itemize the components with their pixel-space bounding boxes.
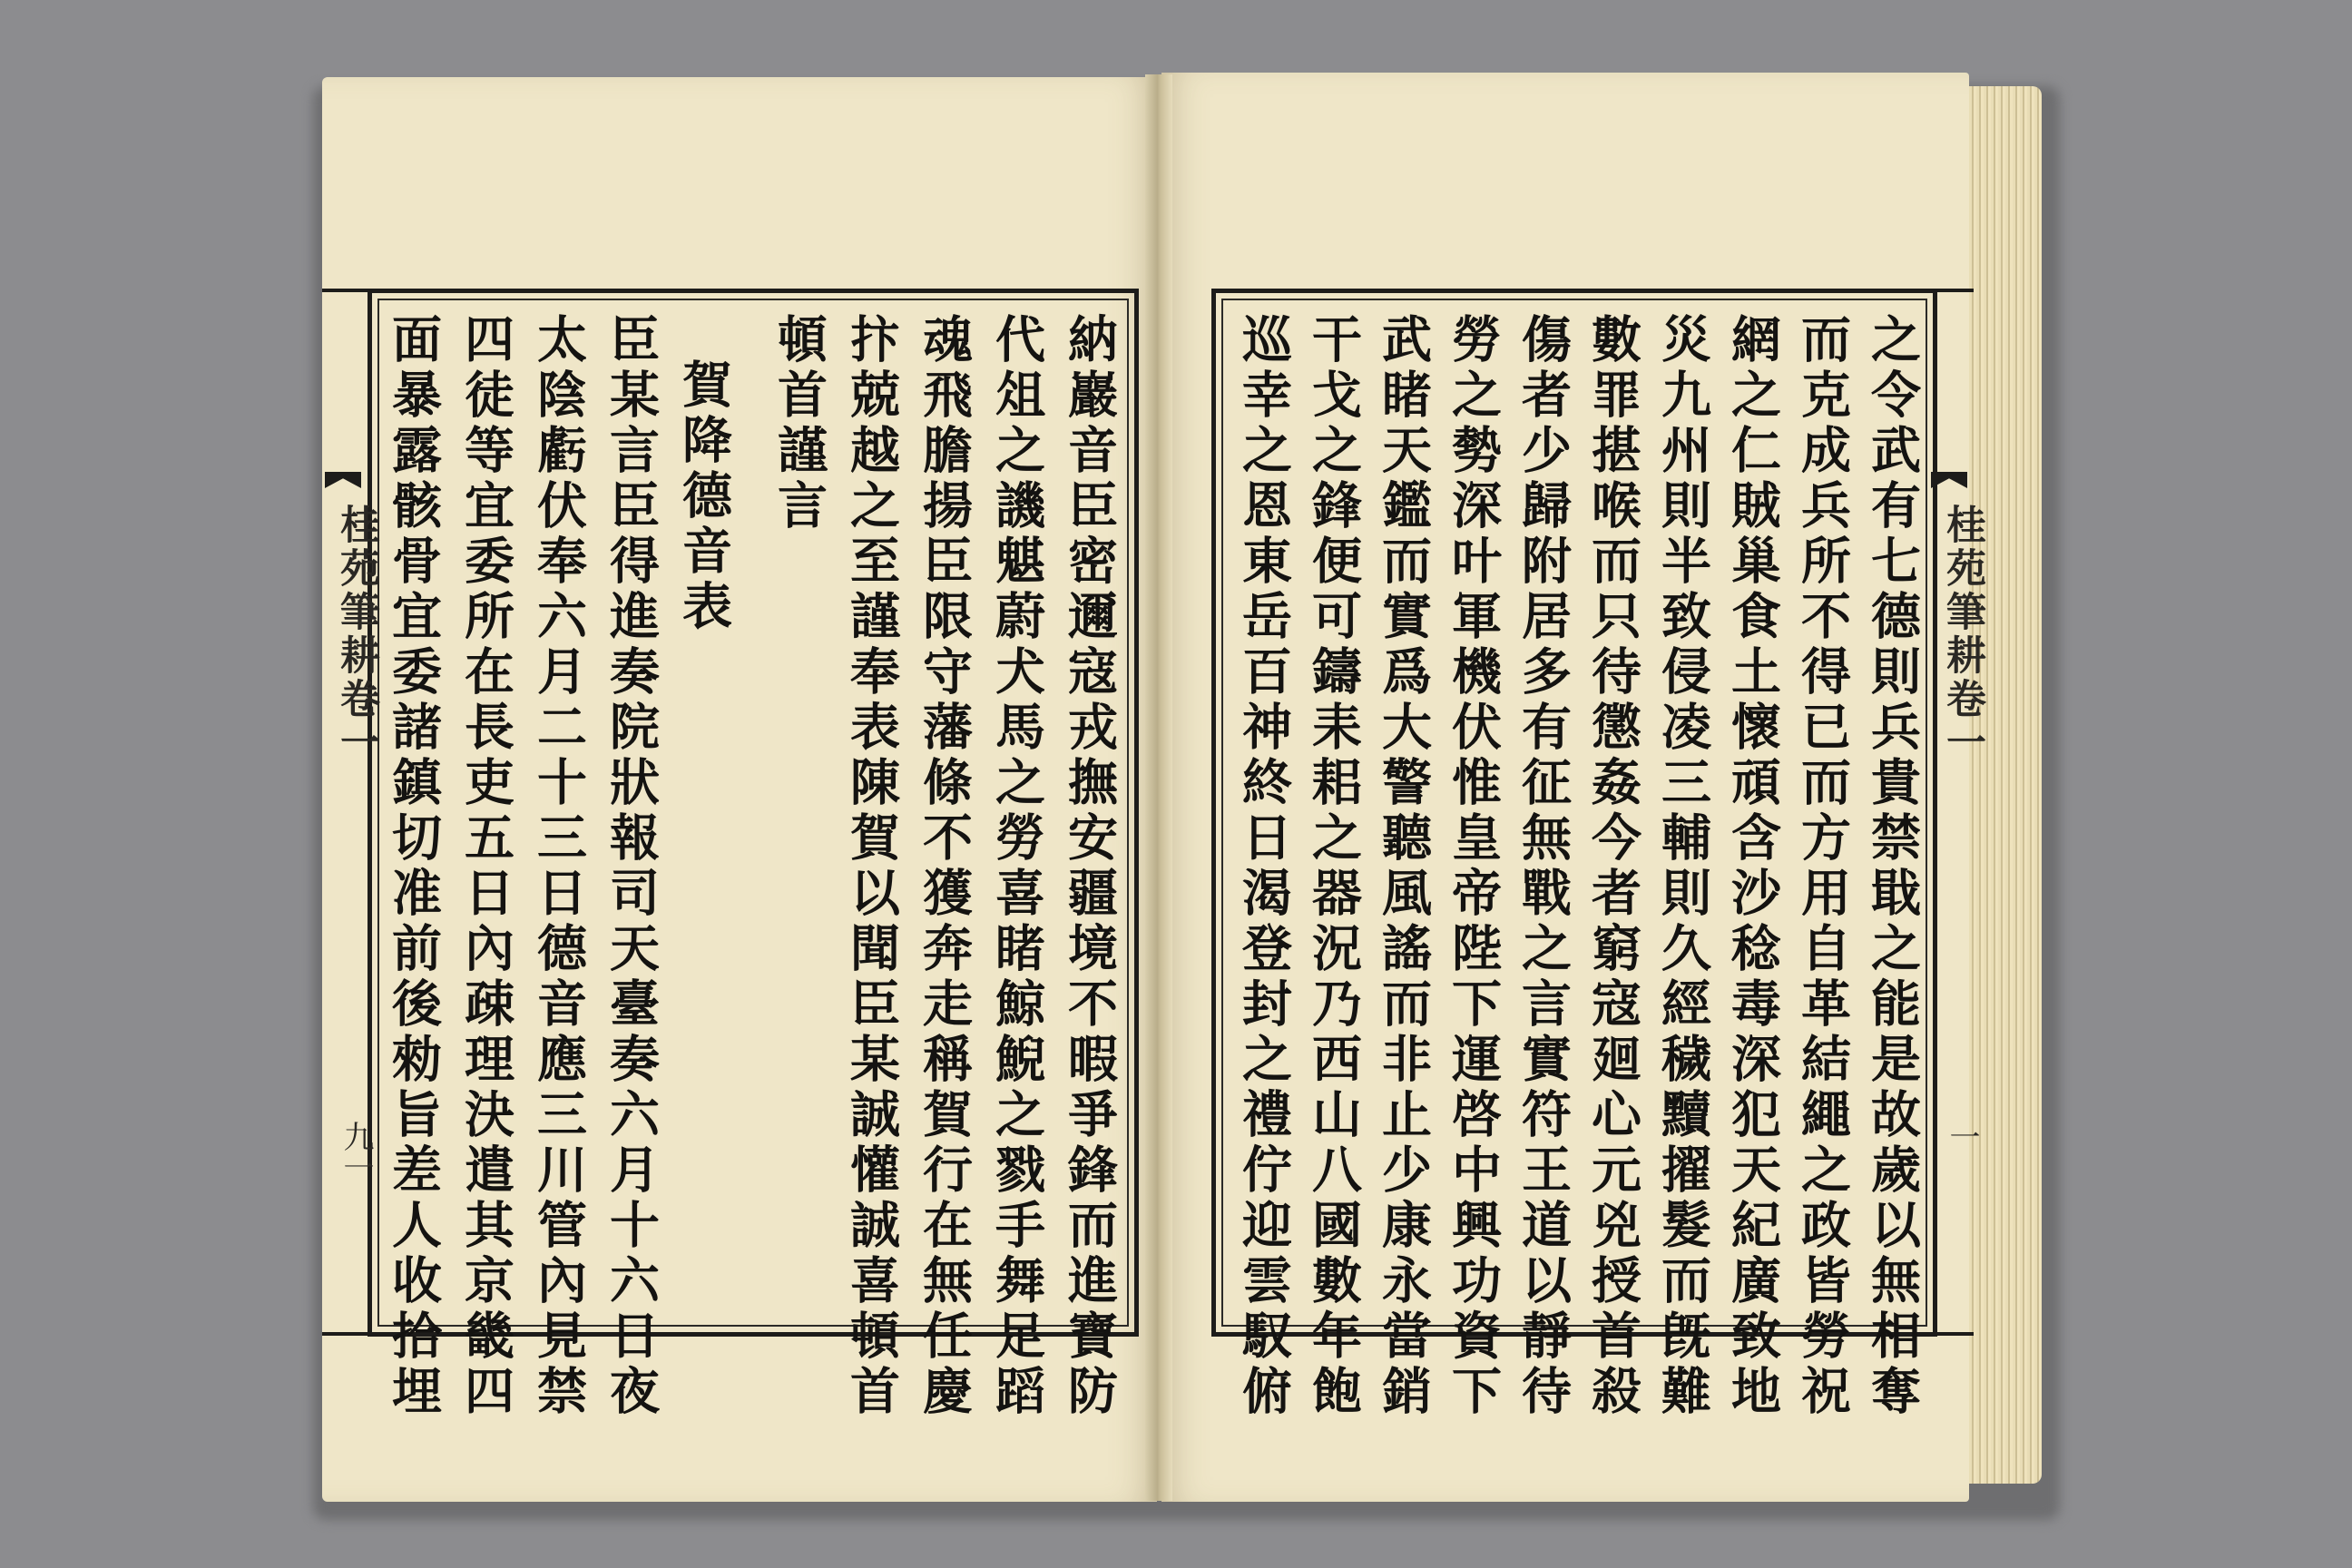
right-folio: 一: [1944, 1121, 1980, 1152]
right-column-8: 武睹天鑑而實爲大警聽風謠而非止少康永當銷: [1374, 313, 1433, 1420]
right-column-2: 而克成兵所不得已而方用自革結繩之政皆勞祝: [1793, 313, 1852, 1420]
right-column-10: 巡幸之恩東岳百神終日渴登封之禮佇迎雲馭俯: [1234, 313, 1293, 1420]
left-column-9: 四徒等宜委所在長吏五日內疎理決遣其京畿四: [456, 313, 515, 1420]
left-margin-rule-top: [322, 289, 368, 292]
right-column-1: 之令武有七德則兵貴禁戢之能是故歲以無相奪: [1863, 313, 1922, 1420]
page-edges: [1969, 86, 2042, 1484]
left-column-4: 抃兢越之至謹奉表陳賀以聞臣某誠懽誠喜頓首: [842, 313, 901, 1420]
right-column-6: 傷者少歸附居多有征無戰之言實符王道以靜待: [1514, 313, 1573, 1420]
book-gutter: [1145, 74, 1172, 1501]
left-column-1: 納巖音臣密邇寇戎撫安疆境不暇爭鋒而進寶防: [1060, 313, 1119, 1420]
left-column-title: 賀降德音表: [674, 358, 733, 635]
left-column-8: 太陰虧伏奉六月二十三日德音應三川管內見禁: [529, 313, 588, 1420]
left-margin-rule-bottom: [322, 1332, 368, 1336]
right-margin-rule-bottom: [1937, 1332, 1974, 1336]
left-margin-title: 桂苑筆耕卷一: [333, 504, 379, 765]
right-column-9: 干戈之鋒便可鑄耒耜之器況乃西山八國數年飽: [1304, 313, 1363, 1420]
right-margin-rule-top: [1937, 289, 1974, 292]
right-margin-title: 桂苑筆耕卷一: [1939, 504, 1985, 765]
left-column-3: 魂飛膽揚臣限守藩條不獲奔走稱賀行在無任慶: [915, 313, 974, 1420]
left-column-2: 代俎之譏魌蔚犬馬之勞喜睹鯨鯢之戮手舞足蹈: [987, 313, 1046, 1420]
left-folio: 九一: [338, 1121, 374, 1182]
left-column-5: 頓首謹言: [769, 313, 828, 534]
right-column-7: 勞之勢深叶軍機伏惟皇帝陛下運啓中興功資下: [1444, 313, 1503, 1420]
right-column-3: 網之仁賊巢食土懷頑含沙稔毒深犯天紀廣致地: [1723, 313, 1782, 1420]
right-column-4: 災九州則半致侵凌三輔則久經穢黷擢髮而旣難: [1653, 313, 1712, 1420]
right-column-5: 數罪揕喉而只待懲姦今者窮寇廻心元兇授首殺: [1583, 313, 1642, 1420]
left-column-7: 臣某言臣得進奏院狀報司天臺奏六月十六日夜: [602, 313, 661, 1420]
left-column-10: 面暴露骸骨宜委諸鎮切准前後勑旨差人收拾埋: [384, 313, 443, 1420]
